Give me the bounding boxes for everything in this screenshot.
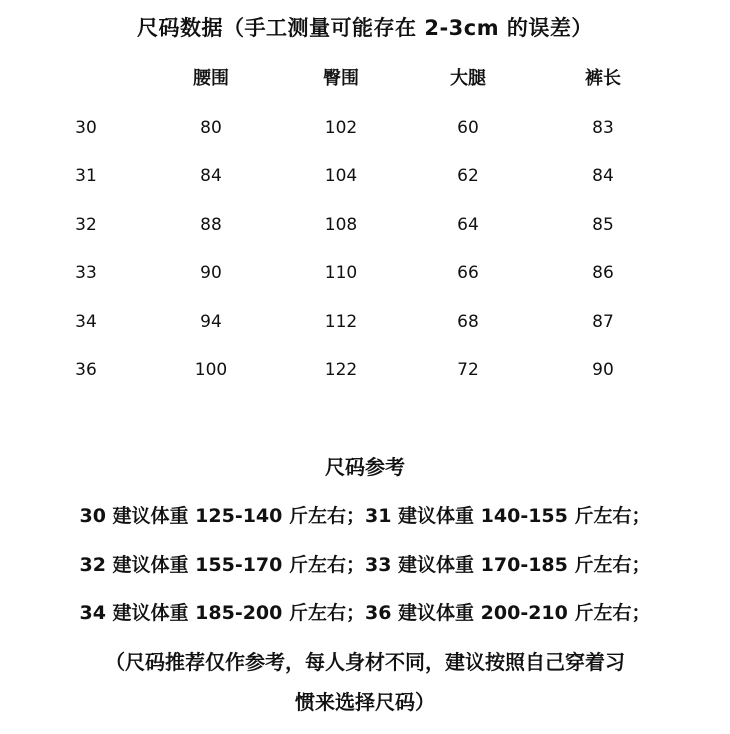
cell-hip: 112 [324,311,358,332]
cell-thigh: 64 [457,214,479,235]
table-row [0,157,730,206]
note-line: 惯来选择尺码） [295,690,435,714]
table-row [0,351,730,400]
table-row [0,206,730,255]
cell-thigh: 66 [457,263,479,283]
header-cell-hip: 臀围 [323,68,359,89]
cell-hip: 108 [324,214,358,235]
cell-size: 32 [75,214,97,235]
header-cell-length: 裤长 [585,68,621,89]
cell-size: 31 [75,166,97,186]
header-cell-thigh: 大腿 [450,68,486,89]
cell-thigh: 62 [457,166,479,186]
size-reference-line: 30 建议体重 125-140 斤左右；31 建议体重 140-155 斤左右； [79,505,651,527]
size-table [0,60,730,400]
cell-waist: 90 [200,263,222,283]
cell-hip: 110 [324,263,358,283]
table-row [0,109,730,158]
note-line: （尺码推荐仅作参考，每人身材不同，建议按照自己穿着习 [105,650,625,674]
cell-size: 34 [75,311,97,332]
cell-waist: 100 [194,360,228,380]
size-reference-line: 32 建议体重 155-170 斤左右；33 建议体重 170-185 斤左右； [79,553,651,576]
table-row [0,303,730,352]
cell-size: 30 [75,117,97,138]
table-row [0,254,730,303]
cell-waist: 94 [200,311,222,332]
size-reference-line: 34 建议体重 185-200 斤左右；36 建议体重 200-210 斤左右； [79,602,651,624]
cell-thigh: 68 [457,311,479,332]
size-reference-list [0,496,730,642]
cell-length: 83 [592,117,614,138]
size-reference-heading: 尺码参考 [325,455,405,479]
table-header-row [0,60,730,109]
cell-hip: 122 [324,360,358,380]
cell-length: 84 [592,166,614,186]
page-title: 尺码数据（手工测量可能存在 2-3cm 的误差） [137,16,593,40]
cell-waist: 84 [200,166,222,186]
cell-length: 85 [592,214,614,235]
cell-thigh: 60 [457,117,479,138]
cell-length: 90 [592,360,614,380]
cell-waist: 88 [200,214,222,235]
cell-length: 87 [592,311,614,332]
cell-length: 86 [592,263,614,283]
cell-hip: 102 [324,117,358,138]
cell-size: 36 [75,360,97,380]
cell-thigh: 72 [457,360,479,380]
cell-size: 33 [75,263,97,283]
header-cell-waist: 腰围 [193,68,229,89]
cell-waist: 80 [200,117,222,138]
cell-hip: 104 [324,166,358,186]
size-reference-note [0,642,730,722]
